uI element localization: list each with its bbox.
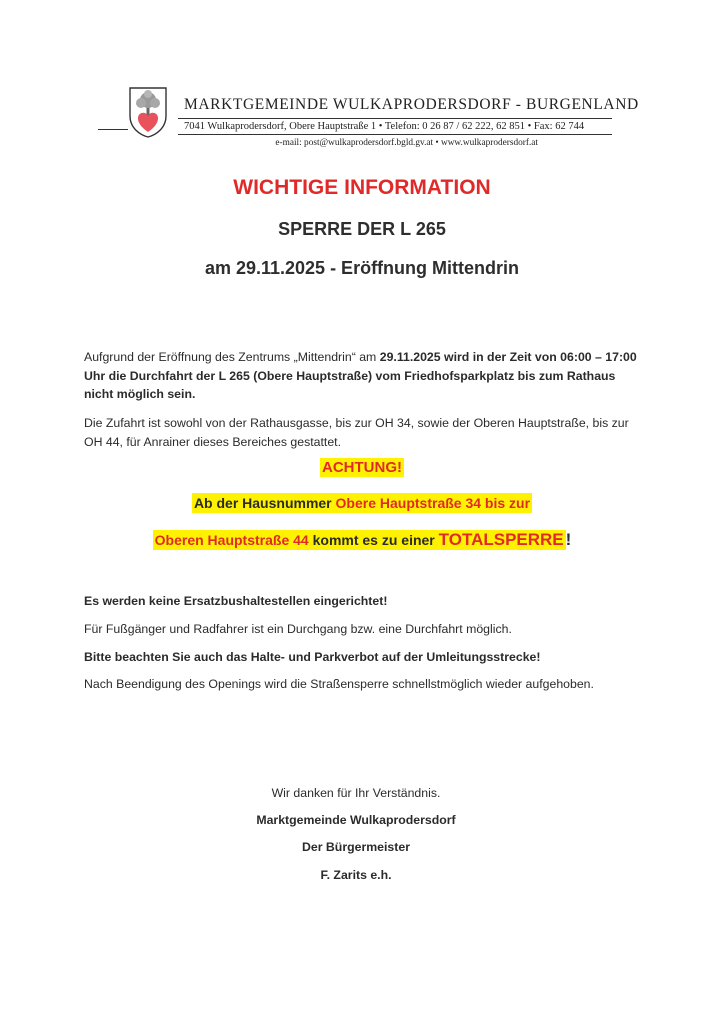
document-date-line: am 29.11.2025 - Eröffnung Mittendrin bbox=[204, 258, 520, 278]
note-pedestrians-cyclists: Für Fußgänger und Radfahrer ist ein Durchgang bzw. eine Durchfahrt möglich. bbox=[84, 622, 512, 636]
note-no-replacement-bus-stops: Es werden keine Ersatzbushaltestellen eingerichtet! bbox=[84, 594, 388, 608]
document-subtitle: SPERRE DER L 265 bbox=[278, 219, 446, 239]
municipality-address: 7041 Wulkaprodersdorf, Obere Hauptstraße 1 • Telefon: 0 26 87 / 62 222, 62 851 • Fax: 62 744 bbox=[178, 118, 612, 135]
warning-label-text: ACHTUNG! bbox=[322, 459, 402, 476]
warning-line-2-b: kommt es zu einer bbox=[308, 532, 439, 548]
warning-line-1-b: Obere Hauptstraße 34 bis zur bbox=[335, 495, 531, 511]
letterhead-rule bbox=[98, 129, 128, 130]
document-title: WICHTIGE INFORMATION bbox=[233, 176, 491, 199]
closure-text-intro: Aufgrund der Eröffnung des Zentrums „Mittendrin“ am bbox=[84, 350, 380, 364]
note-no-parking: Bitte beachten Sie auch das Halte- und Parkverbot auf der Umleitungsstrecke! bbox=[84, 650, 541, 664]
warning-line-1-a: Ab der Hausnummer bbox=[193, 495, 336, 511]
closing-role: Der Bürgermeister bbox=[302, 840, 410, 854]
warning-line-2-d: ! bbox=[565, 530, 572, 549]
warning-label bbox=[0, 459, 724, 476]
municipal-crest-icon bbox=[128, 86, 168, 138]
note-reopening: Nach Beendigung des Openings wird die Straßensperre schnellstmöglich wieder aufgehoben. bbox=[84, 677, 594, 691]
municipality-contact: e-mail: post@wulkaprodersdorf.bgld.gv.at • www.wulkaprodersdorf.at bbox=[275, 138, 538, 148]
warning-line-2 bbox=[0, 530, 724, 550]
closure-text-bold: 29.11.2025 wird in der Zeit von 06:00 – 17:00 Uhr die Durchfahrt der L 265 (Obere Hauptstraße) vom Friedhofsparkplatz bis zum Rathaus nicht möglich sein. bbox=[84, 350, 637, 401]
warning-line-2-a: Oberen Hauptstraße 44 bbox=[154, 532, 309, 548]
closing-signature: F. Zarits e.h. bbox=[320, 868, 392, 882]
municipality-name: MARKTGEMEINDE WULKAPRODERSDORF - BURGENLAND bbox=[184, 96, 639, 113]
access-paragraph: Die Zufahrt ist sowohl von der Rathausgasse, bis zur OH 34, sowie der Oberen Hauptstraße, bis zur OH 44, für Anrainer dieses Bereiches gestattet. bbox=[84, 416, 629, 449]
warning-total-closure: TOTALSPERRE bbox=[438, 530, 564, 549]
closure-paragraph bbox=[84, 348, 640, 404]
closing-thanks: Wir danken für Ihr Verständnis. bbox=[271, 786, 441, 800]
closing-organization: Marktgemeinde Wulkaprodersdorf bbox=[256, 813, 456, 827]
warning-line-1 bbox=[0, 495, 724, 511]
